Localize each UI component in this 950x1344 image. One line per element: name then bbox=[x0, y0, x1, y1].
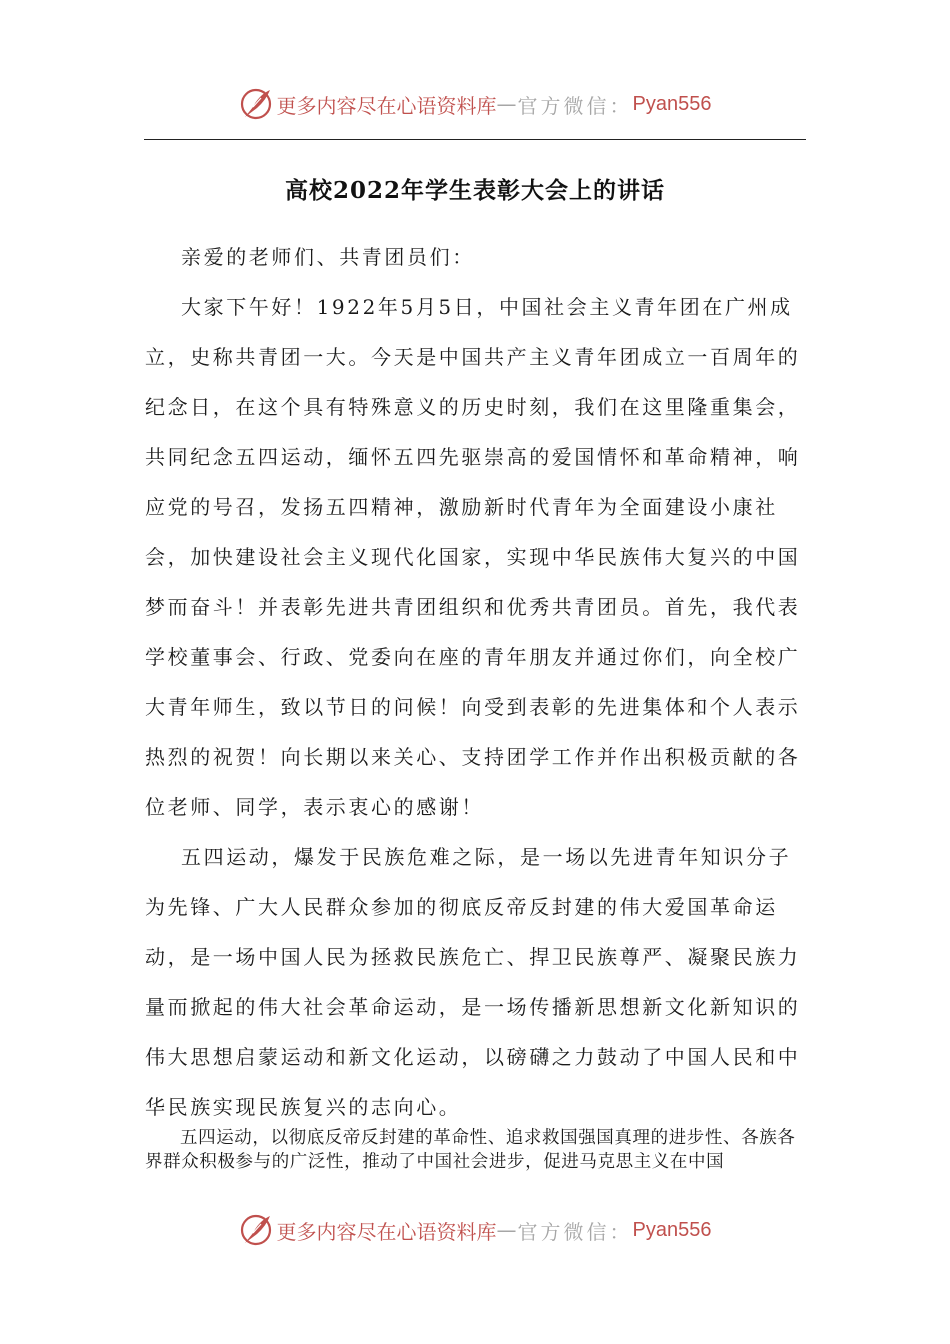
document-title: 高校2022年学生表彰大会上的讲话 bbox=[284, 177, 665, 204]
footer-wechat-label: 官方微信： bbox=[517, 1219, 633, 1244]
document-continuation bbox=[145, 1126, 805, 1174]
footer-banner bbox=[0, 1208, 950, 1252]
footer-brand-text: 更多内容尽在心语资料库 bbox=[276, 1219, 497, 1244]
header-banner bbox=[0, 82, 950, 126]
header-wechat-label: 官方微信： bbox=[517, 93, 633, 118]
header-wechat-id: Pyan556 bbox=[632, 92, 712, 115]
quill-pen-logo-icon bbox=[239, 1213, 273, 1247]
header-divider bbox=[144, 139, 806, 140]
document-body bbox=[145, 232, 813, 1132]
paragraph-3: 五四运动，以彻底反帝反封建的革命性、追求救国强国真理的进步性、各族各界群众积极参与的广泛性，推动了中国社会进步，促进马克思主义在中国 bbox=[145, 1128, 796, 1172]
footer-separator: — bbox=[496, 1218, 518, 1242]
paragraph-2: 五四运动，爆发于民族危难之际，是一场以先进青年知识分子为先锋、广大人民群众参加的彻底反帝反封建的伟大爱国革命运动，是一场中国人民为拯救民族危亡、捍卫民族尊严、凝聚民族力量而掀起的伟大社会革命运动，是一场传播新思想新文化新知识的伟大思想启蒙运动和新文化运动，以磅礴之力鼓动了中国人民和中华民族实现民族复兴的志向心。 bbox=[145, 845, 801, 1119]
salutation: 亲爱的老师们、共青团员们： bbox=[181, 245, 475, 269]
header-separator: — bbox=[496, 92, 518, 116]
footer-wechat-id: Pyan556 bbox=[632, 1218, 712, 1241]
header-brand-text: 更多内容尽在心语资料库 bbox=[276, 93, 497, 118]
paragraph-1: 大家下午好！1922年5月5日，中国社会主义青年团在广州成立，史称共青团一大。今天是中国共产主义青年团成立一百周年的纪念日，在这个具有特殊意义的历史时刻，我们在这里隆重集会，共同纪念五四运动，缅怀五四先驱崇高的爱国情怀和革命精神，响应党的号召，发扬五四精神，激励新时代青年为全面建设小康社会，加快建设社会主义现代化国家，实现中华民族伟大复兴的中国梦而奋斗！并表彰先进共青团组织和优秀共青团员。首先，我代表学校董事会、行政、党委向在座的青年朋友并通过你们，向全校广大青年师生，致以节日的问候！向受到表彰的先进集体和个人表示热烈的祝贺！向长期以来关心、支持团学工作并作出积极贡献的各位老师、同学，表示衷心的感谢！ bbox=[145, 295, 801, 819]
quill-pen-logo-icon bbox=[239, 87, 273, 121]
